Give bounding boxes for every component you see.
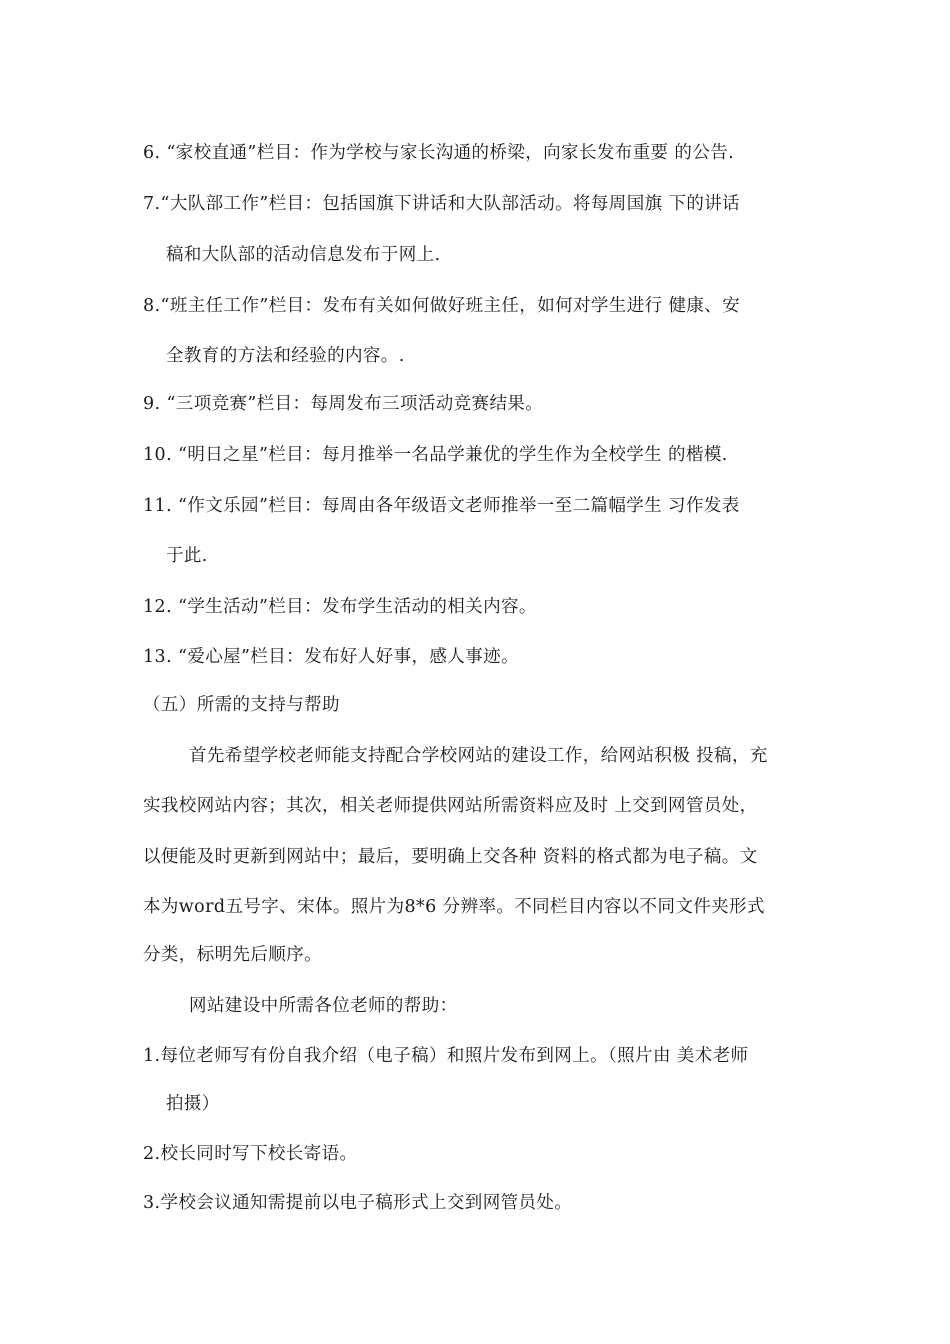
list-item-8-cont: 全教育的方法和经验的内容。. <box>166 346 405 366</box>
list-item-9: 9. “三项竞赛”栏目：每周发布三项活动竞赛结果。 <box>143 394 544 414</box>
list-item-10: 10. “明日之星”栏目：每月推举一名品学兼优的学生作为全校学生 的楷模. <box>143 445 728 465</box>
paragraph-line: 本为word五号字、宋体。照片为8*6 分辨率。不同栏目内容以不同文件夹形式 <box>143 897 765 917</box>
help-item-1-cont: 拍摄） <box>166 1094 220 1114</box>
section-heading: （五）所需的支持与帮助 <box>143 695 340 715</box>
list-item-11-cont: 于此. <box>166 546 208 566</box>
list-item-7-cont: 稿和大队部的活动信息发布于网上. <box>166 245 441 265</box>
list-item-13: 13. “爱心屋”栏目：发布好人好事，感人事迹。 <box>143 647 519 667</box>
list-item-6: 6. “家校直通”栏目：作为学校与家长沟通的桥梁，向家长发布重要 的公告. <box>143 143 735 163</box>
help-item-1: 1.每位老师写有份自我介绍（电子稿）和照片发布到网上。（照片由 美术老师 <box>143 1046 749 1066</box>
paragraph-line: 首先希望学校老师能支持配合学校网站的建设工作，给网站积极 投稿，充 <box>189 746 768 766</box>
paragraph-line: 实我校网站内容；其次，相关老师提供网站所需资料应及时 上交到网管员处， <box>143 796 758 816</box>
list-item-8: 8.“班主任工作”栏目：发布有关如何做好班主任，如何对学生进行 健康、安 <box>143 296 741 316</box>
paragraph-line: 以便能及时更新到网站中；最后，要明确上交各种 资料的格式都为电子稿。文 <box>143 847 758 867</box>
list-item-7: 7.“大队部工作”栏目：包括国旗下讲话和大队部活动。将每周国旗 下的讲话 <box>143 194 741 214</box>
list-item-11: 11. “作文乐园”栏目：每周由各年级语文老师推举一至二篇幅学生 习作发表 <box>143 496 740 516</box>
help-item-2: 2.校长同时写下校长寄语。 <box>143 1144 358 1164</box>
paragraph-line: 分类，标明先后顺序。 <box>143 945 322 965</box>
list-item-12: 12. “学生活动”栏目：发布学生活动的相关内容。 <box>143 597 537 617</box>
help-intro: 网站建设中所需各位老师的帮助： <box>189 996 458 1016</box>
help-item-3: 3.学校会议通知需提前以电子稿形式上交到网管员处。 <box>143 1193 573 1213</box>
